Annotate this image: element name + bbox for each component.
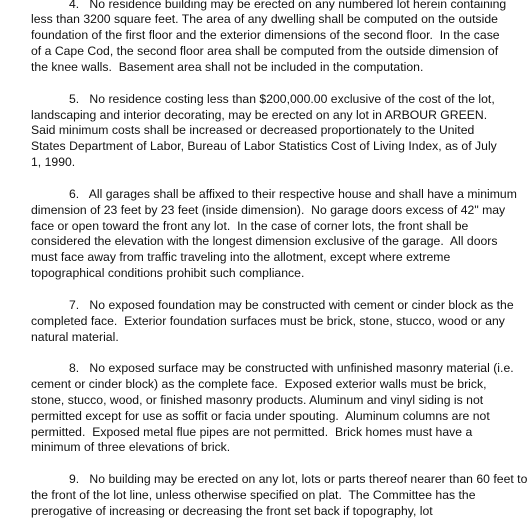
paragraph-line: less than 3200 square feet. The area of any dwelling shall be computed on the outside (31, 12, 498, 26)
paragraph-line: 4. No residence building may be erected on any numbered lot herein containing (69, 0, 507, 11)
paragraph-line: foundation of the first floor and the exterior dimensions of the second floor. In the case (31, 28, 500, 42)
paragraph-line: minimum of three elevations of brick. (31, 440, 231, 454)
paragraph-line: permitted. Exposed metal flue pipes are not permitted. Brick homes must have a (31, 425, 473, 439)
paragraph-line: must face away from traffic traveling into the allotment, except where extreme (31, 250, 451, 264)
paragraph-line: 5. No residence costing less than $200,000.00 exclusive of the cost of the lot, (69, 92, 495, 106)
paragraph-line: landscaping and interior decorating, may be erected on any lot in ARBOUR GREEN. (31, 108, 488, 122)
paragraph-line: Said minimum costs shall be increased or decreased proportionately to the United (31, 123, 475, 137)
paragraph-line: States Department of Labor, Bureau of Labor Statistics Cost of Living Index, as of July (31, 139, 497, 153)
paragraph-line: natural material. (31, 330, 119, 344)
paragraph-line: the front of the lot line, unless otherwise specified on plat. The Committee has the (31, 488, 476, 502)
paragraph-line: 6. All garages shall be affixed to their respective house and shall have a minimum (69, 187, 517, 201)
paragraph-line: prerogative of increasing or decreasing the front set back if topography, lot (31, 504, 433, 518)
paragraph-line: cement or cinder block) as the complete face. Exposed exterior walls must be brick, (31, 377, 487, 391)
paragraph-line: topographical conditions prohibit such compliance. (31, 266, 305, 280)
paragraph-line: 9. No building may be erected on any lot, lots or parts thereof nearer than 60 feet to (69, 472, 527, 486)
paragraph-line: completed face. Exterior foundation surfaces must be brick, stone, stucco, wood or any (31, 314, 505, 328)
paragraph-line: of a Cape Cod, the second floor area shall be computed from the outside dimension of (31, 44, 499, 58)
paragraph-line: the knee walls. Basement area shall not be included in the computation. (31, 60, 424, 74)
paragraph-line: dimension of 23 feet by 23 feet (inside dimension). No garage doors excess of 42" may (31, 203, 506, 217)
paragraph-line: 7. No exposed foundation may be constructed with cement or cinder block as the (69, 298, 514, 312)
paragraph-line: 8. No exposed surface may be constructed with unfinished masonry material (i.e. (69, 361, 514, 375)
paragraph-line: 1, 1990. (31, 155, 76, 169)
paragraph-line: permitted except for use as soffit or facia under spouting. Aluminum columns are not (31, 409, 490, 423)
paragraph-line: face or open toward the front any lot. In the case of corner lots, the front shall be (31, 219, 469, 233)
paragraph-line: considered the elevation with the longest dimension exclusive of the garage. All doors (31, 234, 498, 248)
paragraph-line: stone, stucco, wood, or finished masonry products. Aluminum and vinyl siding is not (31, 393, 484, 407)
